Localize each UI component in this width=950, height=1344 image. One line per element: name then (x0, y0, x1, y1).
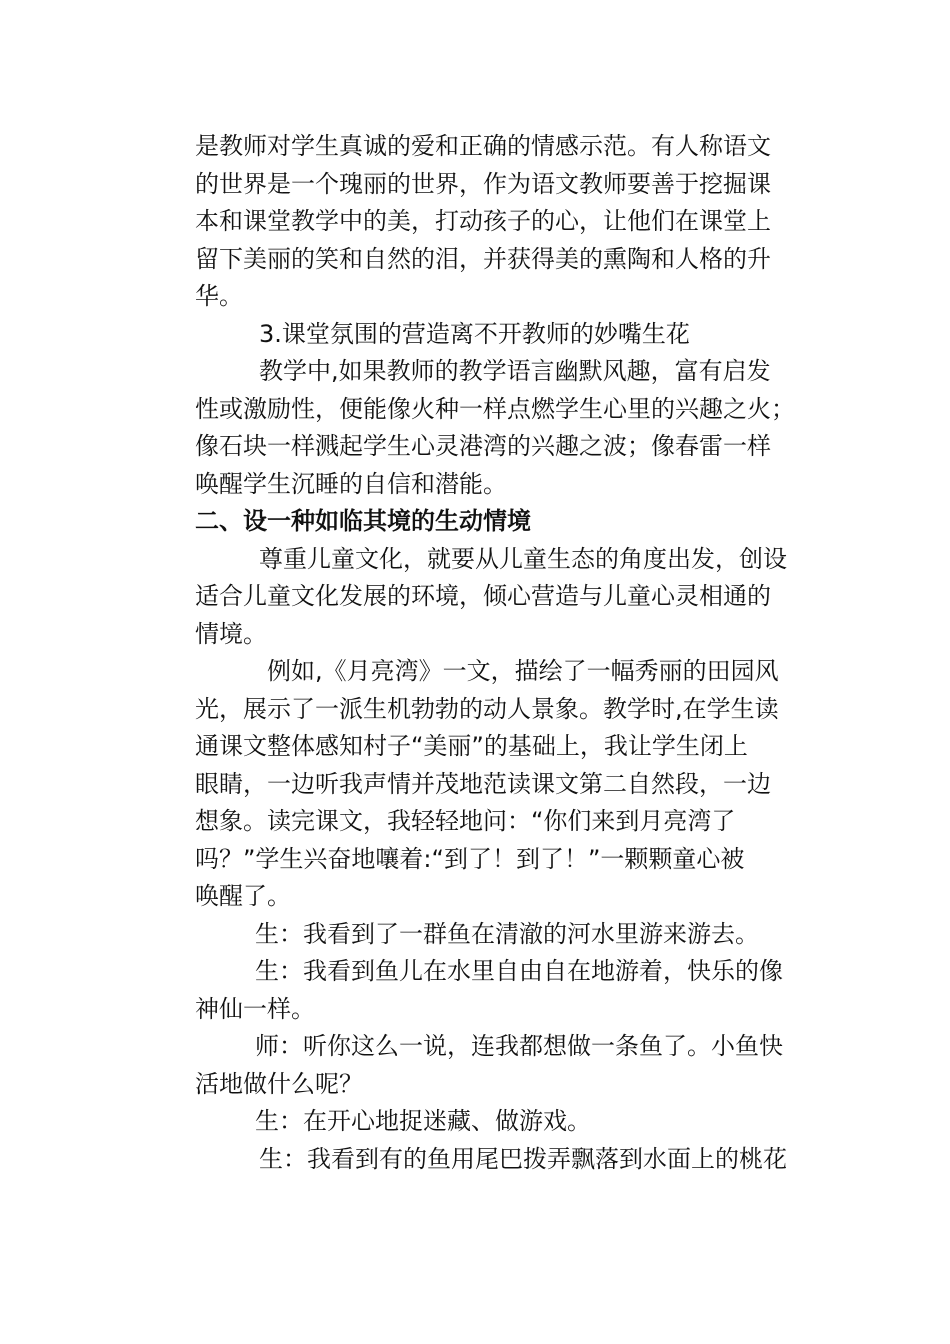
text-line: 教学中,如果教师的教学语言幽默风趣，富有启发 (259, 357, 771, 385)
text-line: 生：在开心地捉迷藏、做游戏。 (255, 1107, 591, 1135)
text-line: 生：我看到有的鱼用尾巴拨弄飘落到水面上的桃花 (259, 1144, 787, 1173)
text-line: 生：我看到鱼儿在水里自由自在地游着，快乐的像 (255, 957, 783, 985)
text-line: 通课文整体感知村子“美丽”的基础上，我让学生闭上 (195, 732, 748, 760)
text-line: 师：听你这么一说，连我都想做一条鱼了。小鱼快 (255, 1032, 783, 1060)
document-body (195, 128, 825, 1178)
text-line: 本和课堂教学中的美，打动孩子的心，让他们在课堂上 (195, 207, 771, 235)
text-line: 情境。 (195, 619, 267, 648)
text-line: 唤醒学生沉睡的自信和潜能。 (195, 469, 507, 498)
text-line: 尊重儿童文化，就要从儿童生态的角度出发，创设 (259, 544, 787, 573)
text-line: 3.课堂氛围的营造离不开教师的妙嘴生花 (259, 319, 690, 348)
section-heading: 二、设一种如临其境的生动情境 (195, 507, 531, 535)
text-line: 神仙一样。 (195, 994, 315, 1023)
text-line: 光，展示了一派生机勃勃的动人景象。教学时,在学生读 (195, 694, 779, 723)
text-line: 想象。读完课文，我轻轻地问：“你们来到月亮湾了 (195, 807, 736, 835)
text-line: 留下美丽的笑和自然的泪，并获得美的熏陶和人格的升 (195, 244, 771, 273)
text-line: 生：我看到了一群鱼在清澈的河水里游来游去。 (255, 919, 759, 948)
text-line: 是教师对学生真诚的爱和正确的情感示范。有人称语文 (195, 132, 771, 160)
text-line: 唤醒了。 (195, 882, 291, 910)
text-line: 吗？”学生兴奋地嚷着:“到了！到了！”一颗颗童心被 (195, 844, 745, 873)
text-line: 眼睛，一边听我声情并茂地范读课文第二自然段，一边 (195, 769, 771, 798)
text-line: 像石块一样溅起学生心灵港湾的兴趣之波；像春雷一样 (195, 432, 771, 460)
text-line: 适合儿童文化发展的环境，倾心营造与儿童心灵相通的 (195, 582, 771, 610)
text-line: 性或激励性，便能像火种一样点燃学生心里的兴趣之火； (195, 394, 795, 423)
text-line: 的世界是一个瑰丽的世界，作为语文教师要善于挖掘课 (195, 169, 771, 198)
text-line: 华。 (195, 282, 243, 310)
text-line: 活地做什么呢？ (195, 1069, 363, 1098)
text-line: 例如,《月亮湾》一文，描绘了一幅秀丽的田园风 (267, 657, 779, 685)
